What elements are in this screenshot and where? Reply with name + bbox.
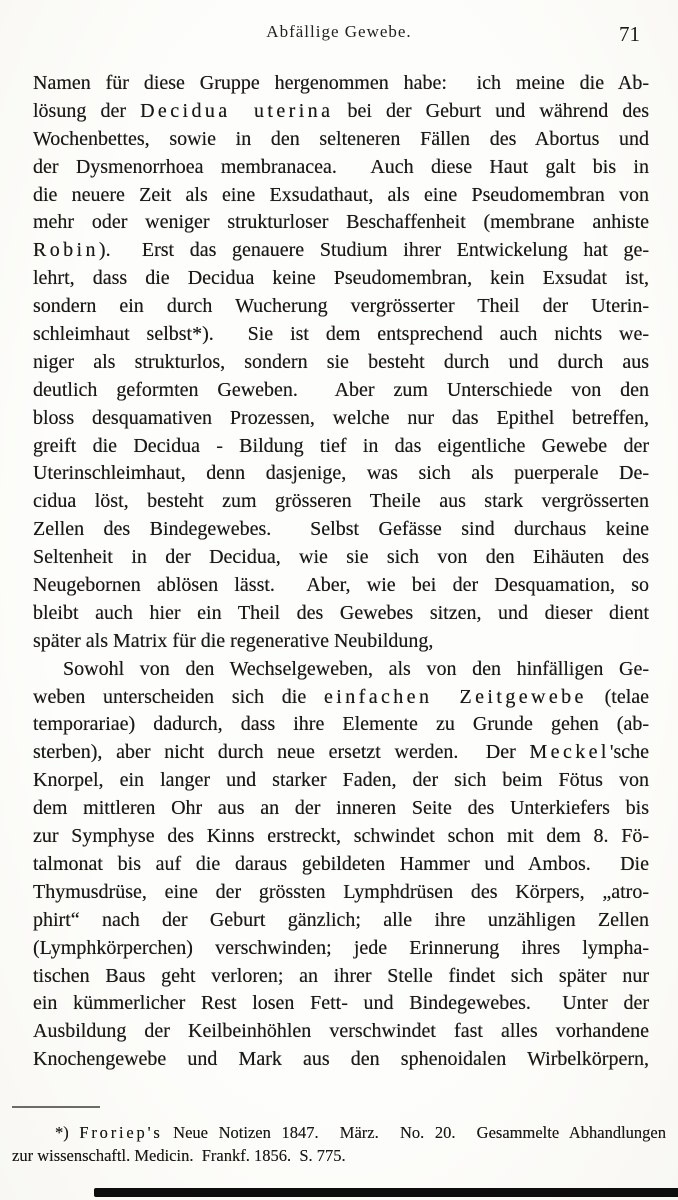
- text-segment: Seltenheit in der Decidua, wie sie sich von den Eihäuten des: [33, 546, 649, 569]
- footnote-text: [12, 1121, 666, 1167]
- text-line: [33, 209, 649, 237]
- text-segment: schleimhaut selbst*). Sie ist dem entsprechend auch nichts we-: [33, 323, 649, 346]
- text-segment: ). Erst das genauere Studium ihrer Entwickelung hat ge-: [98, 239, 649, 262]
- text-line: [33, 739, 649, 767]
- text-line: [33, 879, 649, 907]
- text-line: [33, 182, 649, 210]
- text-segment: cidua löst, besteht zum grösseren Theile aus stark vergrösserten: [33, 490, 649, 513]
- text-line: [33, 795, 649, 823]
- text-segment: Neugebornen ablösen lässt. Aber, wie bei der Desquamation, so: [33, 574, 649, 597]
- text-line: [33, 628, 649, 656]
- text-line: [33, 433, 649, 461]
- text-segment: zur Symphyse des Kinns erstreckt, schwindet schon mit dem 8. Fö-: [33, 825, 649, 848]
- text-segment: greift die Decidua - Bildung tief in das eigentliche Gewebe der: [33, 434, 649, 457]
- footnote-rule: [12, 1106, 100, 1108]
- letterspaced-term: Decidua uterina: [140, 99, 334, 122]
- text-line: [33, 265, 649, 293]
- text-segment: mehr oder weniger strukturloser Beschaffenheit (membrane anhiste: [33, 211, 649, 234]
- text-segment: Neue Notizen 1847. März. No. 20. Gesammelte Abhandlungen: [162, 1123, 666, 1142]
- text-line: [33, 237, 649, 265]
- text-segment: temporariae) dadurch, dass ihre Elemente zu Grunde gehen (ab-: [33, 713, 649, 736]
- text-segment: Zellen des Bindegewebes. Selbst Gefässe sind durchaus keine: [33, 518, 649, 541]
- text-line: [33, 1018, 649, 1046]
- text-line: [33, 935, 649, 963]
- letterspaced-term: Froriep's: [79, 1123, 163, 1142]
- text-line: [33, 823, 649, 851]
- text-line: [33, 656, 649, 684]
- text-segment: weben unterscheiden sich die: [33, 685, 325, 708]
- text-segment: (Lymphkörperchen) verschwinden; jede Erinnerung ihres lympha-: [33, 936, 649, 959]
- text-line: [33, 321, 649, 349]
- text-segment: bleibt auch hier ein Theil des Gewebes sitzen, und dieser dient: [33, 601, 649, 624]
- text-line: [33, 349, 649, 377]
- text-segment: 'sche: [609, 741, 649, 764]
- text-segment: (telae: [586, 685, 650, 708]
- text-segment: Wochenbettes, sowie in den selteneren Fällen des Abortus und: [33, 127, 649, 150]
- text-segment: Sowohl von den Wechselgeweben, als von den hinfälligen Ge-: [63, 657, 649, 680]
- text-segment: sterben), aber nicht durch neue ersetzt werden. Der: [33, 741, 530, 764]
- text-segment: dem mittleren Ohr aus an der inneren Seite des Unterkiefers bis: [33, 797, 649, 820]
- text-line: [33, 600, 649, 628]
- text-segment: bei der Geburt und während des: [333, 99, 649, 122]
- text-line: [12, 1121, 666, 1144]
- text-line: [33, 572, 649, 600]
- letterspaced-term: einfachen Zeitgewebe: [324, 685, 587, 708]
- running-title: Abfällige Gewebe.: [266, 22, 412, 41]
- text-line: [33, 767, 649, 795]
- text-line: [33, 488, 649, 516]
- text-segment: Ausbildung der Keilbeinhöhlen verschwindet fast alles vorhandene: [33, 1020, 649, 1043]
- text-segment: talmonat bis auf die daraus gebildeten Hammer und Ambos. Die: [33, 852, 649, 875]
- text-line: [33, 377, 649, 405]
- text-segment: ein kümmerlicher Rest losen Fett- und Bindegewebes. Unter der: [33, 992, 649, 1015]
- text-line: [33, 544, 649, 572]
- text-line: [12, 1144, 666, 1167]
- text-line: [33, 460, 649, 488]
- text-segment: Knorpel, ein langer und starker Faden, der sich beim Fötus von: [33, 769, 649, 792]
- letterspaced-term: Meckel: [529, 741, 610, 764]
- text-segment: Thymusdrüse, eine der grössten Lymphdrüsen des Körpers, „atro-: [33, 880, 649, 903]
- text-line: [33, 70, 649, 98]
- text-line: [33, 126, 649, 154]
- text-segment: der Dysmenorrhoea membranacea. Auch diese Haut galt bis in: [33, 155, 649, 178]
- letterspaced-term: Robin: [33, 239, 99, 262]
- text-line: [33, 990, 649, 1018]
- text-segment: später als Matrix für die regenerative Neubildung,: [33, 629, 434, 652]
- text-line: [33, 98, 649, 126]
- text-segment: deutlich geformten Geweben. Aber zum Unterschiede von den: [33, 378, 649, 401]
- text-segment: Uterinschleimhaut, denn dasjenige, was sich als puerperale De-: [33, 462, 649, 485]
- text-segment: lösung der: [33, 99, 141, 122]
- text-segment: bloss desquamativen Prozessen, welche nur das Epithel betreffen,: [33, 406, 649, 429]
- text-segment: sondern ein durch Wucherung vergrösserter Theil der Uterin-: [33, 295, 649, 318]
- text-segment: phirt“ nach der Geburt gänzlich; alle ihre unzähligen Zellen: [33, 908, 649, 931]
- text-segment: niger als strukturlos, sondern sie besteht durch und durch aus: [33, 350, 649, 373]
- text-line: [33, 963, 649, 991]
- scan-artifact-bar: [94, 1188, 678, 1197]
- text-segment: Knochengewebe und Mark aus den sphenoidalen Wirbelkörpern,: [33, 1048, 649, 1071]
- text-line: [33, 684, 649, 712]
- running-header: [0, 22, 678, 46]
- page-number: 71: [619, 22, 640, 46]
- text-segment: die neuere Zeit als eine Exsudathaut, als eine Pseudomembran von: [33, 183, 649, 206]
- text-line: [33, 907, 649, 935]
- text-line: [33, 516, 649, 544]
- text-line: [33, 711, 649, 739]
- text-segment: lehrt, dass die Decidua keine Pseudomembran, kein Exsudat ist,: [33, 267, 649, 290]
- text-line: [33, 154, 649, 182]
- text-line: [33, 293, 649, 321]
- text-segment: zur wissenschaftl. Medicin. Frankf. 1856. S. 775.: [12, 1146, 346, 1165]
- text-line: [33, 405, 649, 433]
- text-segment: *): [55, 1123, 80, 1142]
- text-line: [33, 1046, 649, 1074]
- text-line: [33, 851, 649, 879]
- text-segment: Namen für diese Gruppe hergenommen habe: ich meine die Ab-: [33, 72, 649, 94]
- text-segment: tischen Baus geht verloren; an ihrer Stelle findet sich später nur: [33, 964, 649, 987]
- body-text: [33, 70, 649, 1074]
